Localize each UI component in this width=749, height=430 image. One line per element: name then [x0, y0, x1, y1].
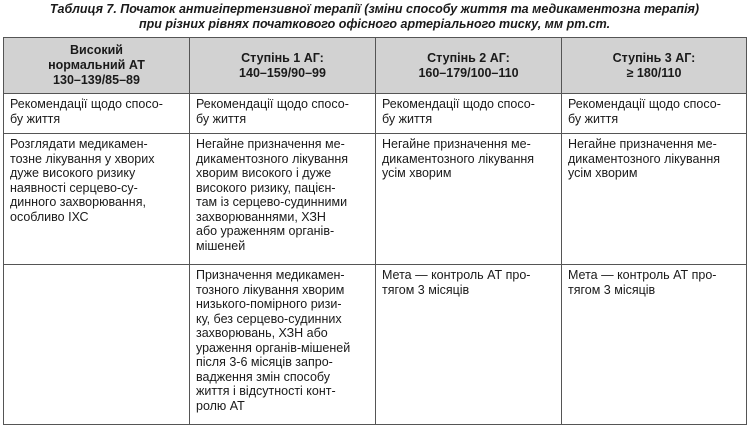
cell-text: Рекомендації щодо спосо- бу життя [196, 97, 349, 126]
table-cell [190, 134, 376, 265]
table-cell [190, 265, 376, 425]
table-cell [562, 94, 747, 134]
header-label: Ступінь 1 АГ: 140–159/90–99 [239, 50, 326, 80]
treatment-table [3, 37, 747, 425]
header-high-normal [4, 38, 190, 94]
cell-text: Розглядати медикамен- тозне лікування у хворих дуже високого ризику наявності серцево-су- динного захворювання, особливо ІХС [10, 137, 155, 224]
caption-line-2: при різних рівнях початкового офісного артеріального тиску, мм рт.ст. [138, 17, 611, 31]
table-cell [190, 94, 376, 134]
table-cell [376, 134, 562, 265]
header-row [4, 38, 747, 94]
table-cell [562, 265, 747, 425]
cell-text: Негайне призначення ме- дикаментозного лікування усім хворим [382, 137, 535, 180]
table-cell [4, 134, 190, 265]
header-label: Ступінь 2 АГ: 160–179/100–110 [418, 50, 519, 80]
table-caption [0, 0, 749, 32]
header-grade-3 [562, 38, 747, 94]
table-cell [4, 265, 190, 425]
cell-text: Мета — контроль АТ про- тягом 3 місяців [382, 268, 531, 297]
table-cell [376, 94, 562, 134]
cell-text: Призначення медикамен- тозного лікування хворим низького-помірного ризи- ку, без серцево-судинних захворювань, ХЗН або ураження органів-мішеней після 3-6 місяців запро- вадження змін способу життя і відсутності конт- ролю АТ [196, 268, 351, 413]
table-cell [376, 265, 562, 425]
table-row [4, 265, 747, 425]
cell-text: Негайне призначення ме- дикаментозного лікування хворим високого і дуже високого ризику, пацієн- там із серцево-судинними захворюваннями, ХЗН або ураженням органів- мішеней [196, 137, 349, 253]
cell-text: Рекомендації щодо спосо- бу життя [568, 97, 721, 126]
table-cell [4, 94, 190, 134]
cell-text: Рекомендації щодо спосо- бу життя [10, 97, 163, 126]
header-grade-2 [376, 38, 562, 94]
cell-text: Рекомендації щодо спосо- бу життя [382, 97, 535, 126]
header-label: Ступінь 3 АГ: ≥ 180/110 [612, 50, 696, 80]
header-grade-1 [190, 38, 376, 94]
table-row [4, 134, 747, 265]
cell-text: Негайне призначення ме- дикаментозного лікування усім хворим [568, 137, 721, 180]
table-cell [562, 134, 747, 265]
cell-text: Мета — контроль АТ про- тягом 3 місяців [568, 268, 717, 297]
caption-line-1: Таблиця 7. Початок антигіпертензивної терапії (зміни способу життя та медикаментозна терапія) [49, 2, 700, 16]
header-label: Високий нормальний АТ 130–139/85–89 [48, 43, 145, 87]
table-row [4, 94, 747, 134]
